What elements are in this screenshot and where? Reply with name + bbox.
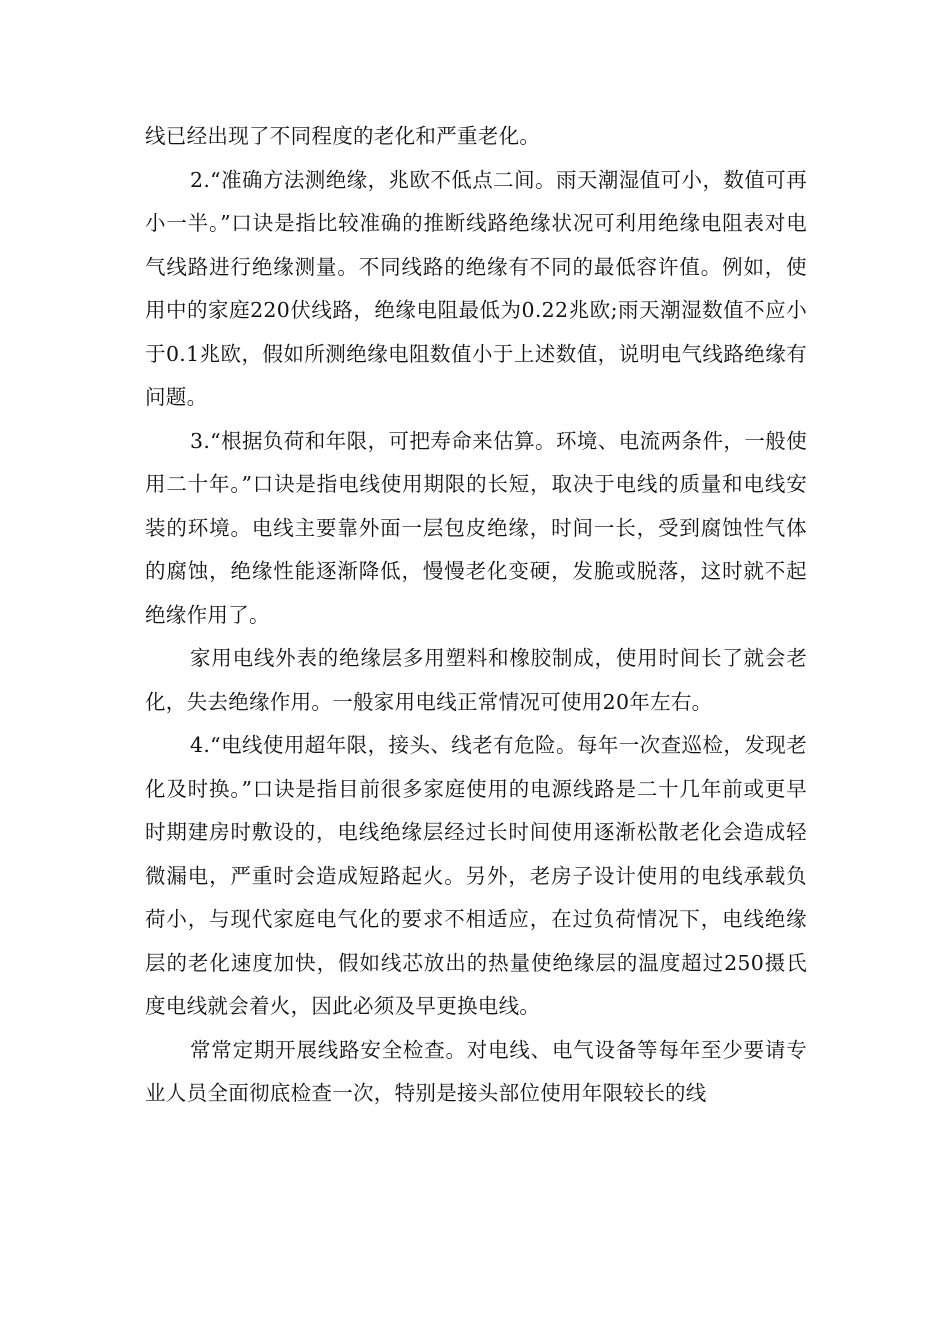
document-body xyxy=(145,115,807,1116)
paragraph-continuation: 线已经出现了不同程度的老化和严重老化。 xyxy=(145,124,541,148)
paragraph-item-2: 2.“准确方法测绝缘，兆欧不低点二间。雨天潮湿值可小，数值可再小一半。”口诀是指比较准确的推断线路绝缘状况可利用绝缘电阻表对电气线路进行绝缘测量。不同线路的绝缘有不同的最低容许值。例如，使用中的家庭220伏线路，绝缘电阻最低为0.22兆欧;雨天潮湿数值不应小于0.1兆欧，假如所测绝缘电阻数值小于上述数值，说明电气线路绝缘有问题。 xyxy=(145,167,807,409)
paragraph-household-wire: 家用电线外表的绝缘层多用塑料和橡胶制成，使用时间长了就会老化，失去绝缘作用。一般家用电线正常情况可使用20年左右。 xyxy=(145,646,807,714)
paragraph-regular-inspection: 常常定期开展线路安全检查。对电线、电气设备等每年至少要请专业人员全面彻底检查一次，特别是接头部位使用年限较长的线 xyxy=(145,1037,807,1105)
paragraph-item-3: 3.“根据负荷和年限，可把寿命来估算。环境、电流两条件，一般使用二十年。”口诀是指电线使用期限的长短，取决于电线的质量和电线安装的环境。电线主要靠外面一层包皮绝缘，时间一长，受到腐蚀性气体的腐蚀，绝缘性能逐渐降低，慢慢老化变硬，发脆或脱落，这时就不起绝缘作用了。 xyxy=(145,428,807,627)
paragraph-item-4: 4.“电线使用超年限，接头、线老有危险。每年一次查巡检，发现老化及时换。”口诀是指目前很多家庭使用的电源线路是二十几年前或更早时期建房时敷设的，电线绝缘层经过长时间使用逐渐松散老化会造成轻微漏电，严重时会造成短路起火。另外，老房子设计使用的电线承载负荷小，与现代家庭电气化的要求不相适应，在过负荷情况下，电线绝缘层的老化速度加快，假如线芯放出的热量使绝缘层的温度超过250摄氏度电线就会着火，因此必须及早更换电线。 xyxy=(145,733,807,1018)
